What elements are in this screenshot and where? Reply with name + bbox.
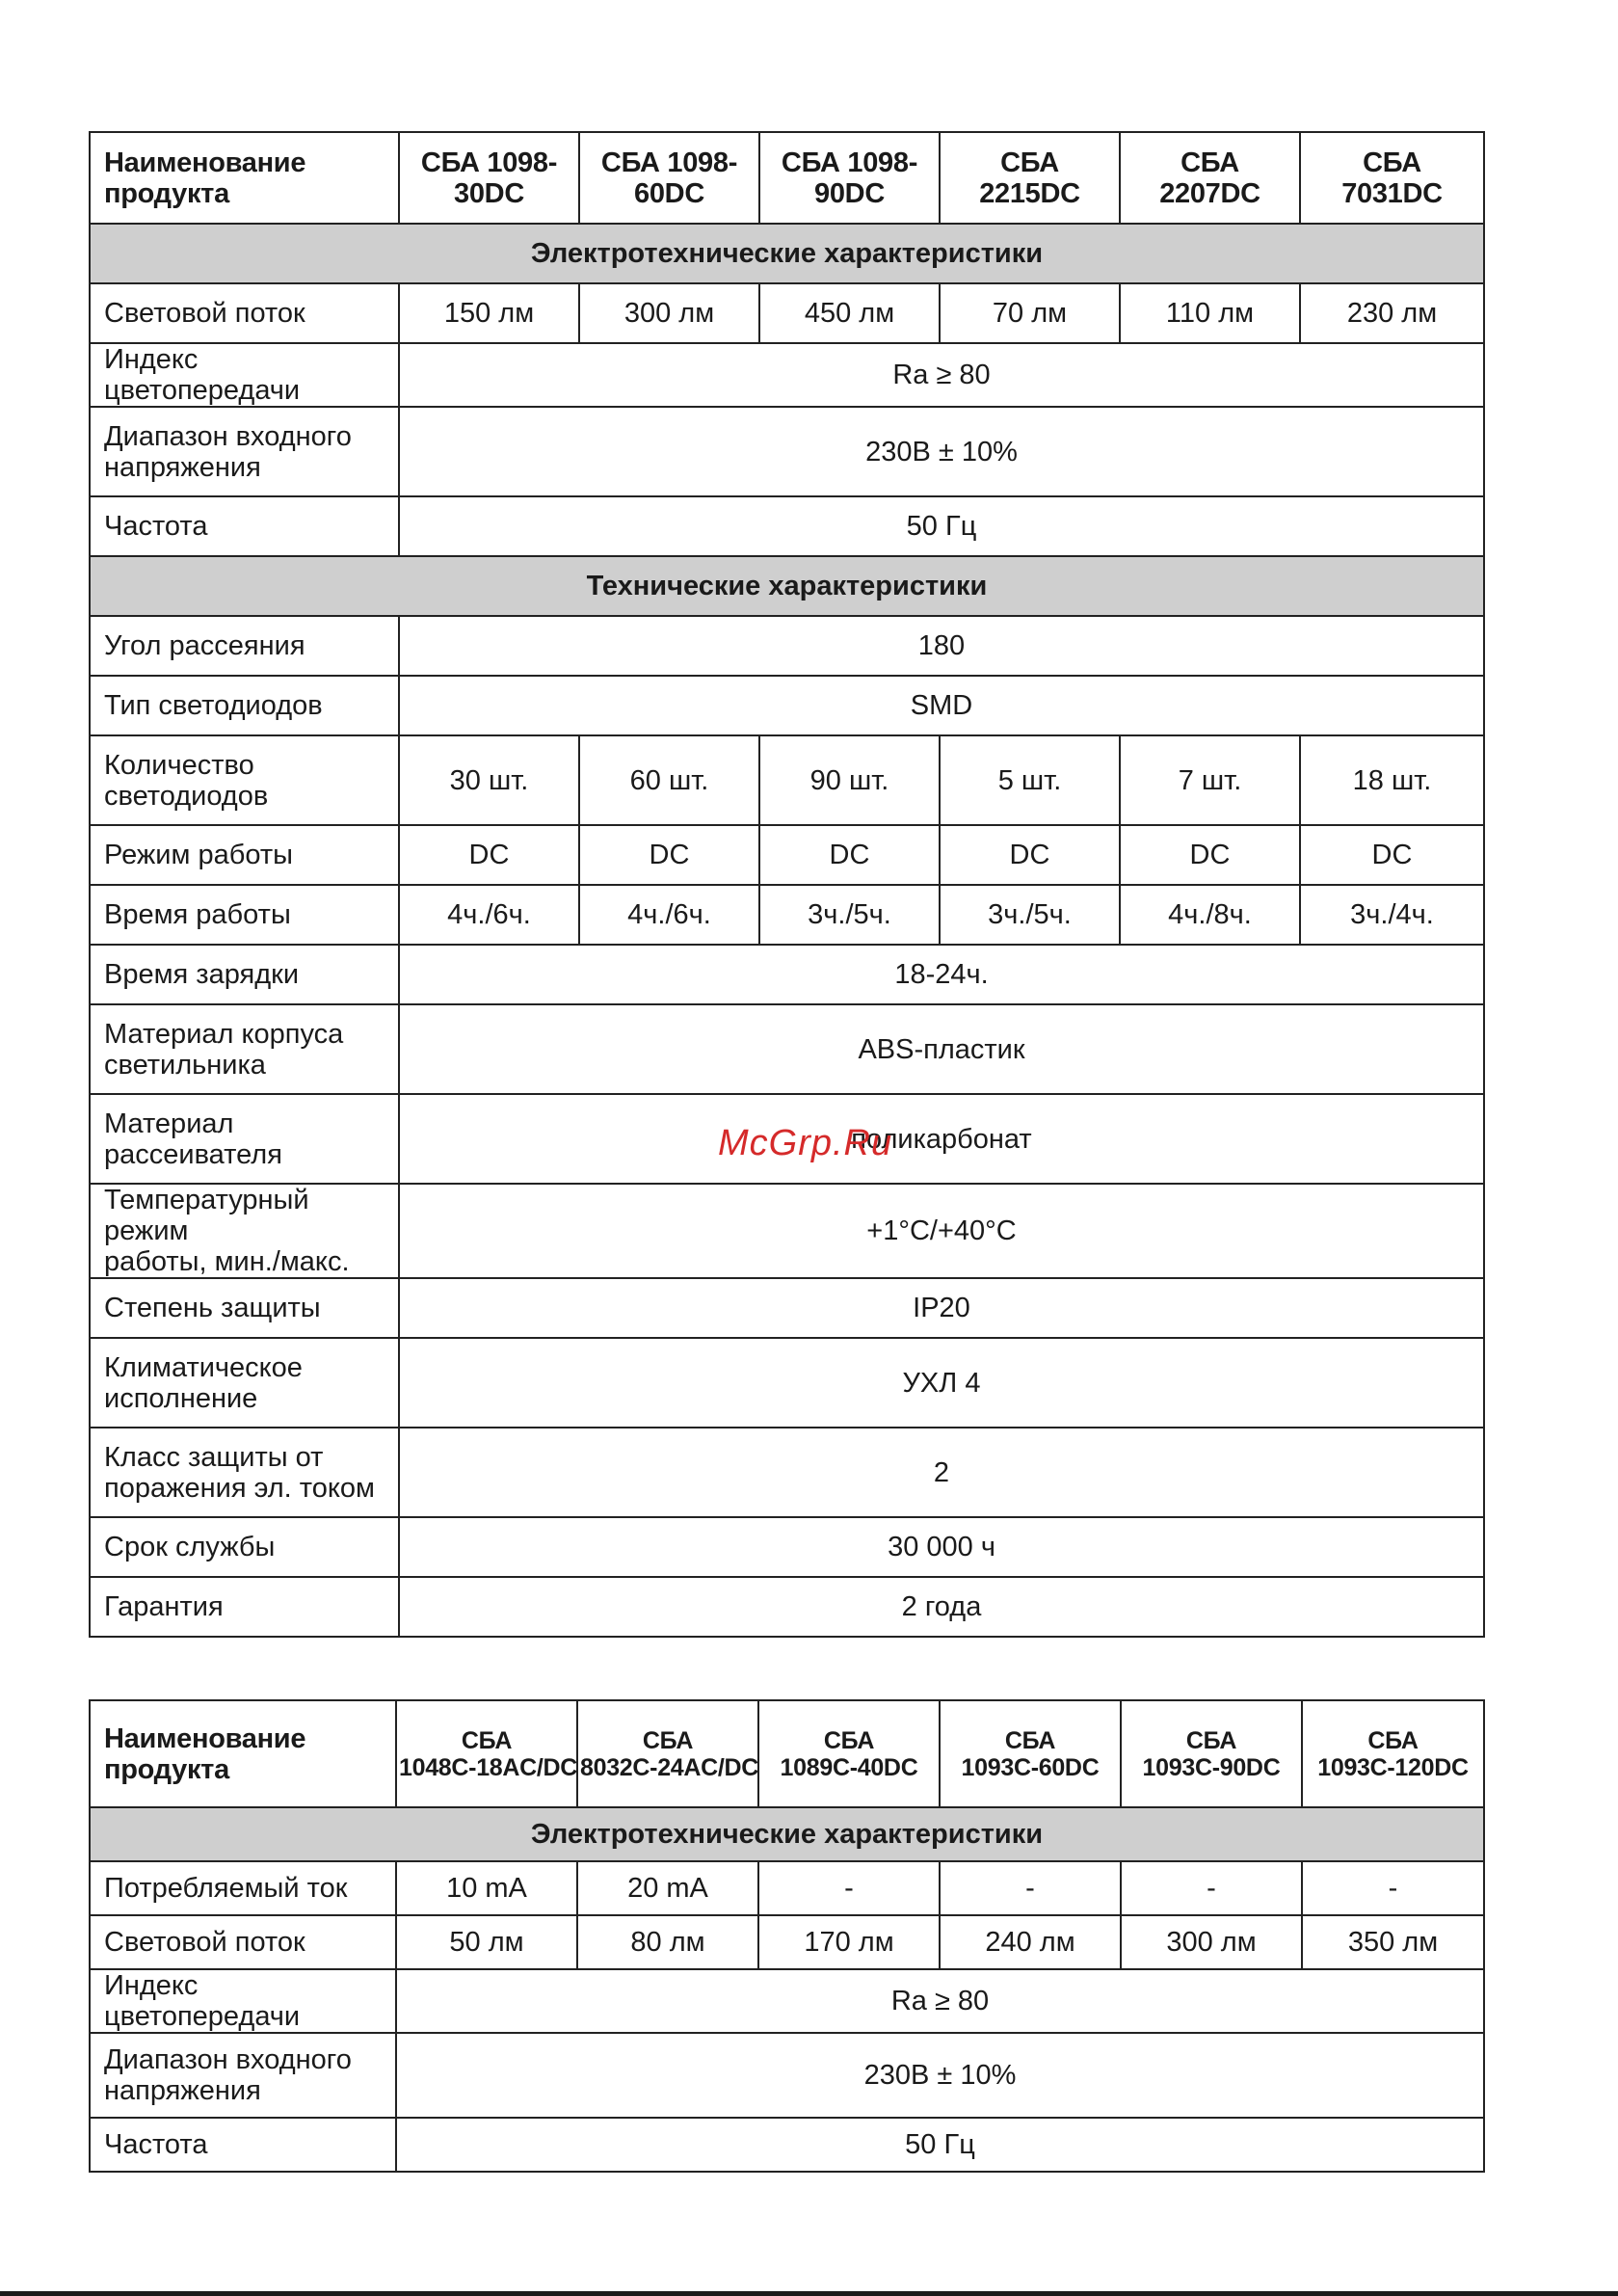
cell-value: 20 mA <box>577 1861 758 1915</box>
cell-value: Ra ≥ 80 <box>396 1969 1484 2033</box>
table-row <box>90 1915 1484 1969</box>
cell-value: 150 лм <box>399 283 579 343</box>
cell-value: 30 шт. <box>399 735 579 825</box>
cell-value: 7 шт. <box>1120 735 1300 825</box>
cell-value: 90 шт. <box>759 735 940 825</box>
section-row <box>90 1807 1484 1861</box>
table-row <box>90 1184 1484 1278</box>
cell-value: DC <box>399 825 579 885</box>
cell-value: - <box>1302 1861 1484 1915</box>
header-product-name: Наименование продукта <box>90 1700 396 1807</box>
row-label: Гарантия <box>90 1577 399 1637</box>
row-label: Тип светодиодов <box>90 676 399 735</box>
table-row <box>90 616 1484 676</box>
cell-value: 110 лм <box>1120 283 1300 343</box>
header-model: СБА 7031DC <box>1300 132 1484 224</box>
table-row <box>90 496 1484 556</box>
cell-value: 240 лм <box>940 1915 1121 1969</box>
row-label: Степень защиты <box>90 1278 399 1338</box>
cell-value: 80 лм <box>577 1915 758 1969</box>
cell-value: 50 Гц <box>399 496 1484 556</box>
row-label: Потребляемый ток <box>90 1861 396 1915</box>
row-label: Количество светодиодов <box>90 735 399 825</box>
table-header-row <box>90 1700 1484 1807</box>
cell-value: - <box>940 1861 1121 1915</box>
row-label: Температурный режим работы, мин./макс. <box>90 1184 399 1278</box>
cell-value: 170 лм <box>758 1915 940 1969</box>
row-label: Световой поток <box>90 1915 396 1969</box>
cell-value: 3ч./4ч. <box>1300 885 1484 945</box>
header-model: СБА 1089С-40DC <box>758 1700 940 1807</box>
cell-value: 10 mA <box>396 1861 577 1915</box>
row-label: Индекс цветопередачи <box>90 343 399 407</box>
table-row <box>90 1861 1484 1915</box>
table-row <box>90 885 1484 945</box>
header-model: СБА 1093С-120DC <box>1302 1700 1484 1807</box>
header-model: СБА 1098- 30DC <box>399 132 579 224</box>
cell-value: 2 <box>399 1428 1484 1517</box>
cell-value: 5 шт. <box>940 735 1120 825</box>
row-label: Частота <box>90 496 399 556</box>
cell-value: 50 лм <box>396 1915 577 1969</box>
cell-value: УХЛ 4 <box>399 1338 1484 1428</box>
cell-value: 230 лм <box>1300 283 1484 343</box>
cell-value: 4ч./8ч. <box>1120 885 1300 945</box>
table-row <box>90 1004 1484 1094</box>
cell-value: 18-24ч. <box>399 945 1484 1004</box>
watermark: McGrp.Ru <box>718 1123 893 1163</box>
cell-value: 300 лм <box>1121 1915 1302 1969</box>
table-row <box>90 676 1484 735</box>
cell-value: 180 <box>399 616 1484 676</box>
cell-value: 70 лм <box>940 283 1120 343</box>
table-row <box>90 1969 1484 2033</box>
section-row <box>90 556 1484 616</box>
cell-value: 4ч./6ч. <box>579 885 759 945</box>
table-row <box>90 945 1484 1004</box>
header-model: СБА 1048С-18AC/DC <box>396 1700 577 1807</box>
table-row <box>90 735 1484 825</box>
cell-value: 18 шт. <box>1300 735 1484 825</box>
cell-value: ABS-пластик <box>399 1004 1484 1094</box>
row-label: Климатическое исполнение <box>90 1338 399 1428</box>
cell-value: 230В ± 10% <box>399 407 1484 496</box>
section-row <box>90 224 1484 283</box>
table-row <box>90 343 1484 407</box>
table-row <box>90 825 1484 885</box>
row-label: Материал корпуса светильника <box>90 1004 399 1094</box>
section-title: Технические характеристики <box>90 556 1484 616</box>
cell-value: - <box>1121 1861 1302 1915</box>
cell-value: DC <box>1300 825 1484 885</box>
header-model: СБА 1098- 90DC <box>759 132 940 224</box>
cell-value: DC <box>940 825 1120 885</box>
spec-table-1 <box>89 131 1485 1638</box>
row-label: Индекс цветопередачи <box>90 1969 396 2033</box>
cell-value: DC <box>579 825 759 885</box>
cell-value: 230В ± 10% <box>396 2033 1484 2118</box>
header-model: СБА 1093С-90DC <box>1121 1700 1302 1807</box>
table-row <box>90 2118 1484 2172</box>
row-label: Световой поток <box>90 283 399 343</box>
row-label: Диапазон входного напряжения <box>90 407 399 496</box>
table-row <box>90 2033 1484 2118</box>
header-model: СБА 1098- 60DC <box>579 132 759 224</box>
cell-value: 4ч./6ч. <box>399 885 579 945</box>
section-title: Электротехнические характеристики <box>90 224 1484 283</box>
cell-value: 300 лм <box>579 283 759 343</box>
cell-value: 60 шт. <box>579 735 759 825</box>
cell-value: 3ч./5ч. <box>759 885 940 945</box>
table-row <box>90 1428 1484 1517</box>
header-model: СБА 1093С-60DC <box>940 1700 1121 1807</box>
cell-value: - <box>758 1861 940 1915</box>
row-label: Срок службы <box>90 1517 399 1577</box>
table-row <box>90 1577 1484 1637</box>
table-row <box>90 407 1484 496</box>
table-row <box>90 1338 1484 1428</box>
table-row <box>90 283 1484 343</box>
cell-value: 3ч./5ч. <box>940 885 1120 945</box>
cell-value: DC <box>1120 825 1300 885</box>
section-title: Электротехнические характеристики <box>90 1807 1484 1861</box>
cell-value: IP20 <box>399 1278 1484 1338</box>
row-label: Время зарядки <box>90 945 399 1004</box>
row-label: Диапазон входного напряжения <box>90 2033 396 2118</box>
cell-value: +1°С/+40°С <box>399 1184 1484 1278</box>
cell-value: поликарбонат <box>399 1094 1484 1184</box>
row-label: Материал рассеивателя <box>90 1094 399 1184</box>
cell-value: SMD <box>399 676 1484 735</box>
row-label: Режим работы <box>90 825 399 885</box>
table-header-row <box>90 132 1484 224</box>
cell-value: 30 000 ч <box>399 1517 1484 1577</box>
spec-table-2 <box>89 1699 1485 2173</box>
table-row <box>90 1517 1484 1577</box>
cell-value: Ra ≥ 80 <box>399 343 1484 407</box>
header-model: СБА 8032С-24AC/DC <box>577 1700 758 1807</box>
cell-value: DC <box>759 825 940 885</box>
cell-value: 50 Гц <box>396 2118 1484 2172</box>
header-model: СБА 2207DC <box>1120 132 1300 224</box>
cell-value: 2 года <box>399 1577 1484 1637</box>
cell-value: 450 лм <box>759 283 940 343</box>
cell-value: 350 лм <box>1302 1915 1484 1969</box>
row-label: Угол рассеяния <box>90 616 399 676</box>
header-product-name: Наименование продукта <box>90 132 399 224</box>
row-label: Частота <box>90 2118 396 2172</box>
row-label: Время работы <box>90 885 399 945</box>
table-row <box>90 1278 1484 1338</box>
row-label: Класс защиты от поражения эл. током <box>90 1428 399 1517</box>
header-model: СБА 2215DC <box>940 132 1120 224</box>
page-bottom-rule <box>0 2291 1618 2296</box>
